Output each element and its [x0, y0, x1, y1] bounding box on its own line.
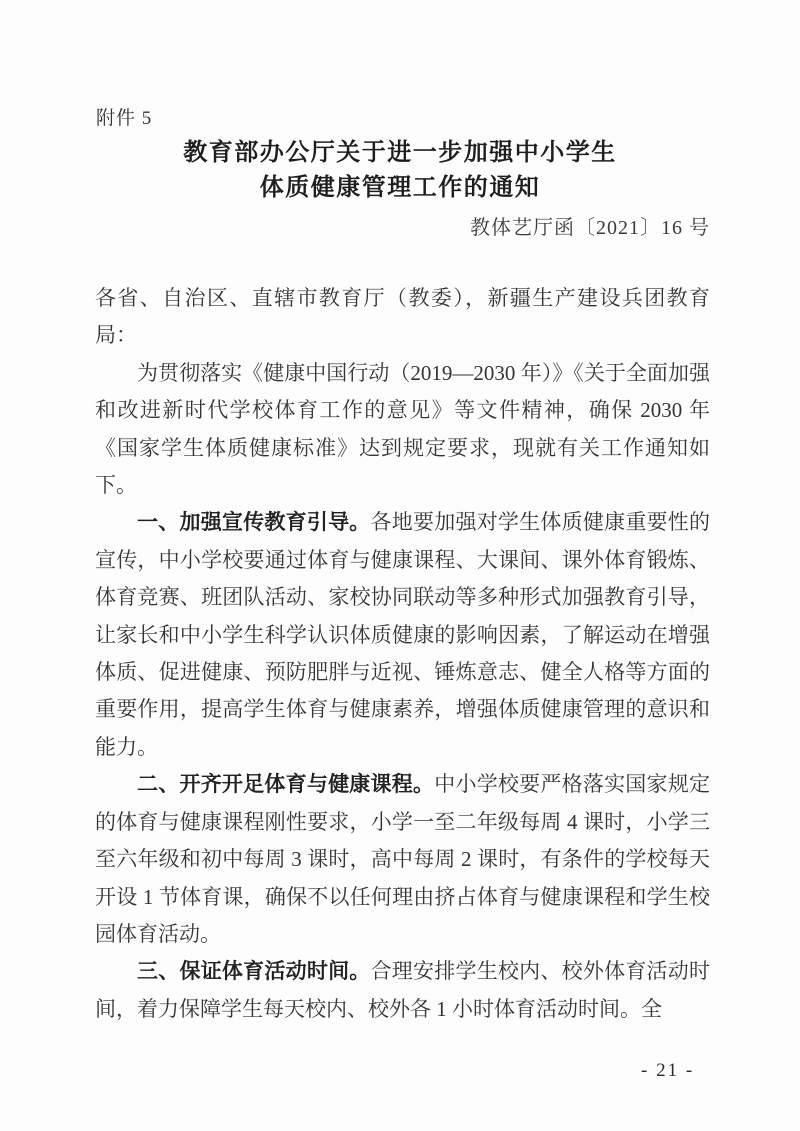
- paragraph-section-1: [95, 504, 710, 766]
- paragraph-intro: [95, 355, 710, 505]
- section-2-text: 中小学校要严格落实国家规定的体育与健康课程刚性要求，小学一至二年级每周 4 课时，小学三至六年级和初中每周 3 课时，高中每周 2 课时，有条件的学校每天开设 1 节体育课，确保不以任何理由挤占体育与健康课程和学生校园体育活动。: [95, 772, 711, 946]
- section-2-heading: 二、开齐开足体育与健康课程。: [137, 773, 435, 797]
- section-1-text: 各地要加强对学生体质健康重要性的宣传，中小学校要通过体育与健康课程、大课间、课外体育锻炼、体育竞赛、班团队活动、家校协同联动等多种形式加强教育引导，让家长和中小学生科学认识体质健康的影响因素，了解运动在增强体质、促进健康、预防肥胖与近视、锤炼意志、健全人格等方面的重要作用，提高学生体育与健康素养，增强体质健康管理的意识和能力。: [95, 510, 711, 759]
- paragraph-intro-text: 为贯彻落实《健康中国行动（2019—2030 年）》《关于全面加强和改进新时代学校体育工作的意见》等文件精神，确保 2030 年《国家学生体质健康标准》达到规定要求，现就有关工作通知如下。: [95, 360, 710, 498]
- page-number: - 21 -: [641, 1060, 695, 1081]
- document-number: 教体艺厅函〔2021〕16 号: [470, 217, 710, 239]
- attachment-label: 附件 5: [96, 108, 153, 129]
- paragraph-section-2: [95, 766, 710, 953]
- section-3-text: 合理安排学生校内、校外体育活动时间，着力保障学生每天校内、校外各 1 小时体育活动时间。全: [95, 959, 711, 1021]
- document-body: [95, 280, 710, 1028]
- salutation: 各省、自治区、直辖市教育厅（教委），新疆生产建设兵团教育局：: [95, 286, 710, 348]
- document-title: [0, 135, 800, 205]
- section-3-heading: 三、保证体育活动时间。: [137, 960, 371, 984]
- section-1-heading: 一、加强宣传教育引导。: [137, 511, 371, 535]
- document-title-line-1: 教育部办公厅关于进一步加强中小学生: [183, 139, 617, 166]
- paragraph-section-3: [95, 953, 710, 1028]
- document-title-line-2: 体质健康管理工作的通知: [259, 174, 541, 201]
